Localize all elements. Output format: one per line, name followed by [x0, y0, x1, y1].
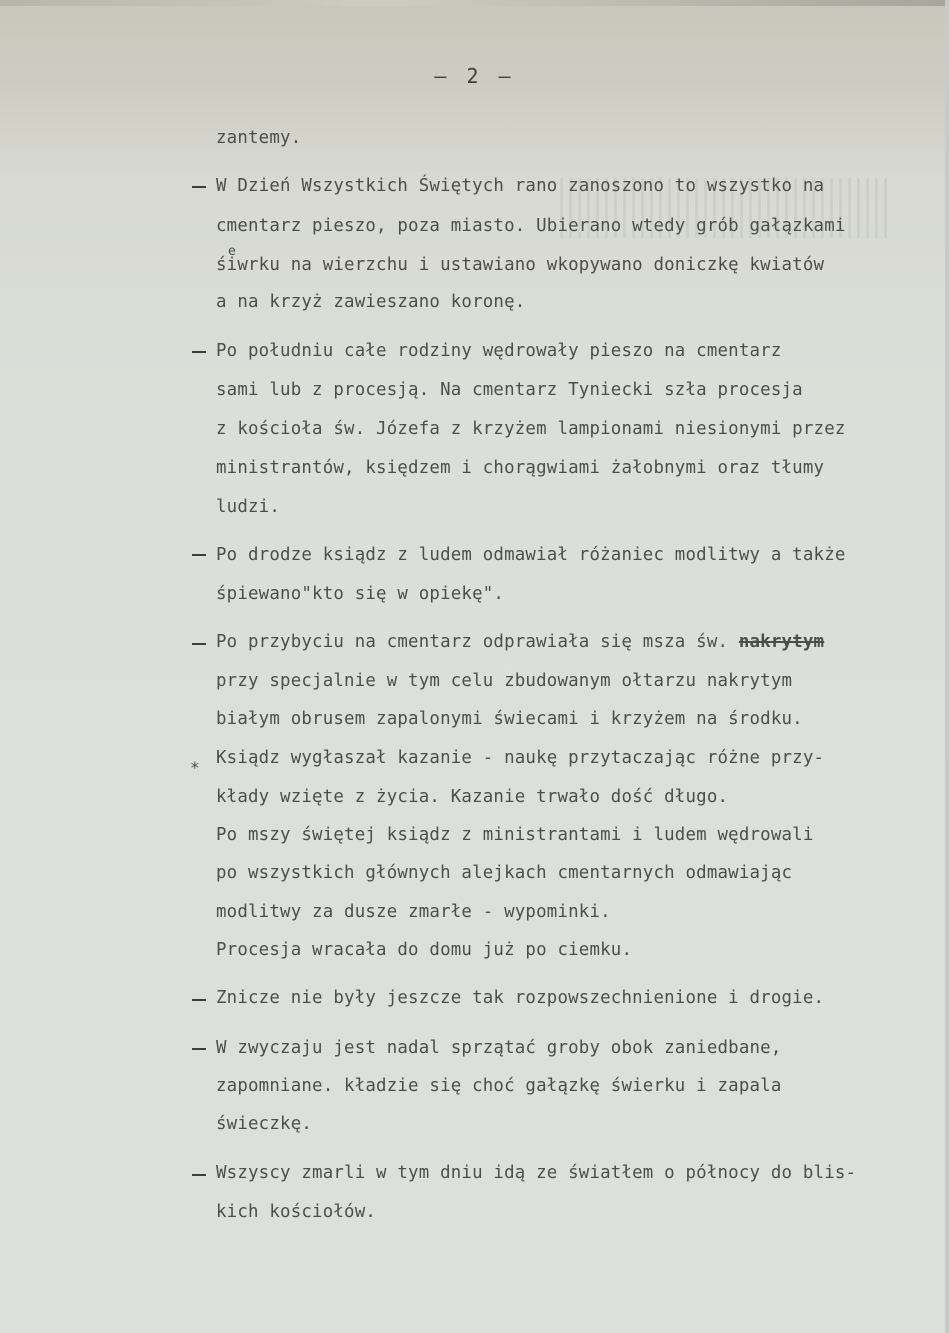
text-line: Po przybyciu na cmentarz odprawiała się msza św. nakrytym [216, 632, 825, 652]
text-line: Znicze nie były jeszcze tak rozpowszechnienione i drogie. [216, 988, 825, 1008]
text-line: białym obrusem zapalonymi świecami i krzyżem na środku. [216, 709, 803, 729]
bullet-dash [192, 351, 206, 353]
text-line: ludzi. [216, 497, 281, 517]
text-line: Po południu całe rodziny wędrowały pieszo na cmentarz [216, 341, 782, 361]
text-line: śpiewano"kto się w opiekę". [216, 584, 505, 604]
bullet-dash [192, 1048, 206, 1050]
bullet-dash [192, 186, 206, 188]
page-number: – 2 – [434, 64, 515, 88]
struck-out-word: nakrytym [738, 632, 825, 652]
text-line: cmentarz pieszo, poza miasto. Ubierano wtedy grób gałązkami [216, 216, 846, 236]
text-line: Ksiądz wygłaszał kazanie - naukę przytaczając różne przy- [216, 748, 825, 768]
text-line: Po mszy świętej ksiądz z ministrantami i ludem wędrowali [216, 825, 814, 845]
text-line: Wszyscy zmarli w tym dniu idą ze światłem o północy do blis- [216, 1163, 857, 1183]
text-line: śiwrku na wierzchu i ustawiano wkopywano doniczkę kwiatów [216, 255, 825, 275]
handwritten-insertion: e [228, 244, 236, 259]
text-line: modlitwy za dusze zmarłe - wypominki. [216, 902, 611, 922]
bullet-dash [192, 999, 206, 1001]
text-line: świeczkę. [216, 1114, 313, 1134]
text-line: W Dzień Wszystkich Świętych rano zanoszono to wszystko na [216, 176, 825, 196]
text-line: po wszystkich głównych alejkach cmentarnych odmawiając [216, 863, 793, 883]
text-line: przy specjalnie w tym celu zbudowanym ołtarzu nakrytym [216, 671, 793, 691]
text-line: Po drodze ksiądz z ludem odmawiał różaniec modlitwy a także [216, 545, 846, 565]
text-line: a na krzyż zawieszano koronę. [216, 292, 526, 312]
text-line: z kościoła św. Józefa z krzyżem lampionami niesionymi przez [216, 419, 846, 439]
bullet-dash [192, 643, 206, 645]
text-line: kich kościołów. [216, 1202, 377, 1222]
bullet-dash [192, 554, 206, 556]
text-line: zapomniane. kładzie się choć gałązkę świerku i zapala [216, 1076, 782, 1096]
text-line: Procesja wracała do domu już po ciemku. [216, 940, 633, 960]
margin-asterisk: * [190, 758, 200, 777]
paper-top-edge [0, 0, 949, 6]
text-line: zantemy. [216, 128, 302, 148]
paper-right-edge [945, 0, 949, 1333]
text-line: kłady wzięte z życia. Kazanie trwało dość długo. [216, 787, 729, 807]
text-line: sami lub z procesją. Na cmentarz Tyniecki szła procesja [216, 380, 803, 400]
text-line: ministrantów, księdzem i chorągwiami żałobnymi oraz tłumy [216, 458, 825, 478]
text-line: W zwyczaju jest nadal sprzątać groby obok zaniedbane, [216, 1038, 782, 1058]
bullet-dash [192, 1174, 206, 1176]
